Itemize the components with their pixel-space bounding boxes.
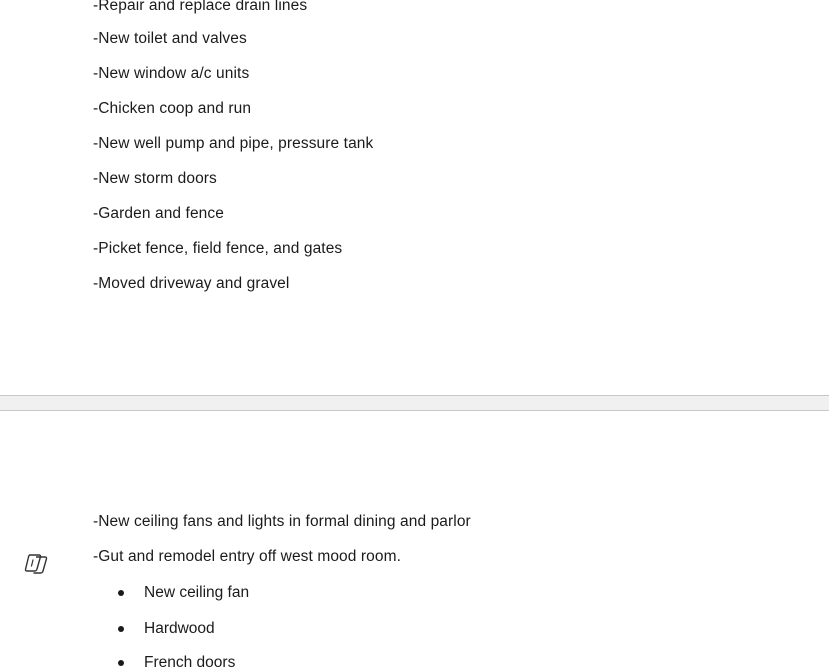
text-line: -New well pump and pipe, pressure tank bbox=[93, 135, 374, 152]
text-line: -Garden and fence bbox=[93, 205, 224, 222]
text-line: -New ceiling fans and lights in formal dining and parlor bbox=[93, 513, 471, 530]
text-line: -New window a/c units bbox=[93, 65, 250, 82]
document-page-2 bbox=[0, 411, 829, 669]
text-line: -New storm doors bbox=[93, 170, 217, 187]
bullet-icon bbox=[118, 660, 124, 666]
text-line: -Moved driveway and gravel bbox=[93, 275, 290, 292]
text-line: -Repair and replace drain lines bbox=[93, 0, 308, 14]
bullet-icon bbox=[118, 626, 124, 632]
text-line: -Gut and remodel entry off west mood room. bbox=[93, 548, 402, 565]
text-line: -Chicken coop and run bbox=[93, 100, 252, 117]
list-item-text: Hardwood bbox=[144, 620, 215, 637]
bullet-icon bbox=[118, 590, 124, 596]
text-line: -New toilet and valves bbox=[93, 30, 247, 47]
page-break-gap bbox=[0, 395, 829, 411]
copilot-icon[interactable] bbox=[24, 552, 50, 574]
list-item-text: New ceiling fan bbox=[144, 584, 250, 601]
text-line: -Picket fence, field fence, and gates bbox=[93, 240, 343, 257]
list-item-text: French doors bbox=[144, 654, 236, 669]
